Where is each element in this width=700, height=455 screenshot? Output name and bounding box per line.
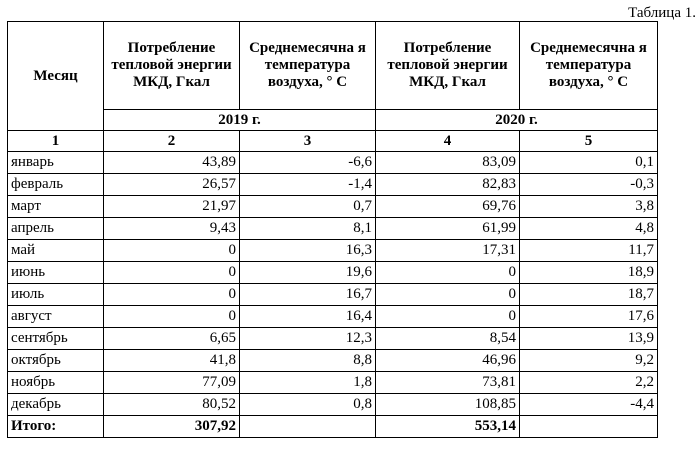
consumption-2019-cell: 6,65 <box>104 328 240 350</box>
month-cell: ноябрь <box>8 372 104 394</box>
month-cell: апрель <box>8 218 104 240</box>
temperature-2019-cell: 16,3 <box>240 240 376 262</box>
table-row <box>8 306 658 328</box>
header-year-2019: 2019 г. <box>104 110 376 131</box>
consumption-2019-cell: 9,43 <box>104 218 240 240</box>
header-consumption-2020: Потребление тепловой энергии МКД, Гкал <box>376 22 520 110</box>
month-cell: декабрь <box>8 394 104 416</box>
table-row <box>8 218 658 240</box>
temperature-2020-cell: 0,1 <box>520 152 658 174</box>
table-row <box>8 372 658 394</box>
temperature-2019-cell: -1,4 <box>240 174 376 196</box>
temperature-2019-cell: 0,8 <box>240 394 376 416</box>
consumption-2019-cell: 0 <box>104 240 240 262</box>
temperature-2019-cell: 16,4 <box>240 306 376 328</box>
temperature-2020-cell: 13,9 <box>520 328 658 350</box>
total-label: Итого: <box>8 416 104 438</box>
temperature-2019-cell: 19,6 <box>240 262 376 284</box>
header-temperature-2020: Среднемесячна я температура воздуха, ° С <box>520 22 658 110</box>
table-row <box>8 350 658 372</box>
consumption-2020-cell: 69,76 <box>376 196 520 218</box>
month-cell: февраль <box>8 174 104 196</box>
temperature-2019-cell: 16,7 <box>240 284 376 306</box>
temperature-2020-cell: 11,7 <box>520 240 658 262</box>
consumption-2020-cell: 73,81 <box>376 372 520 394</box>
total-consumption-2020: 553,14 <box>376 416 520 438</box>
consumption-2019-cell: 41,8 <box>104 350 240 372</box>
consumption-2019-cell: 77,09 <box>104 372 240 394</box>
temperature-2019-cell: 0,7 <box>240 196 376 218</box>
table-row <box>8 262 658 284</box>
consumption-2020-cell: 0 <box>376 284 520 306</box>
header-temperature-2019: Среднемесячна я температура воздуха, ° С <box>240 22 376 110</box>
table-row <box>8 284 658 306</box>
consumption-2020-cell: 17,31 <box>376 240 520 262</box>
table-row <box>8 196 658 218</box>
col-number-4: 4 <box>376 131 520 152</box>
total-temperature-2019 <box>240 416 376 438</box>
consumption-2019-cell: 80,52 <box>104 394 240 416</box>
total-row <box>8 416 658 438</box>
consumption-2020-cell: 61,99 <box>376 218 520 240</box>
table-row <box>8 394 658 416</box>
table-row <box>8 152 658 174</box>
temperature-2019-cell: 12,3 <box>240 328 376 350</box>
consumption-2020-cell: 83,09 <box>376 152 520 174</box>
consumption-2020-cell: 0 <box>376 262 520 284</box>
consumption-2020-cell: 108,85 <box>376 394 520 416</box>
temperature-2020-cell: 17,6 <box>520 306 658 328</box>
month-cell: сентябрь <box>8 328 104 350</box>
temperature-2019-cell: 1,8 <box>240 372 376 394</box>
header-month: Месяц <box>8 22 104 131</box>
consumption-2020-cell: 8,54 <box>376 328 520 350</box>
temperature-2019-cell: -6,6 <box>240 152 376 174</box>
temperature-2020-cell: 18,9 <box>520 262 658 284</box>
table-row <box>8 328 658 350</box>
temperature-2020-cell: 2,2 <box>520 372 658 394</box>
consumption-2019-cell: 0 <box>104 262 240 284</box>
month-cell: август <box>8 306 104 328</box>
consumption-2020-cell: 82,83 <box>376 174 520 196</box>
consumption-2020-cell: 46,96 <box>376 350 520 372</box>
total-consumption-2019: 307,92 <box>104 416 240 438</box>
month-cell: январь <box>8 152 104 174</box>
col-number-2: 2 <box>104 131 240 152</box>
consumption-2019-cell: 21,97 <box>104 196 240 218</box>
table-row <box>8 174 658 196</box>
heat-consumption-table <box>7 21 658 438</box>
temperature-2020-cell: -0,3 <box>520 174 658 196</box>
col-number-1: 1 <box>8 131 104 152</box>
table-caption: Таблица 1. <box>628 5 696 21</box>
temperature-2020-cell: 18,7 <box>520 284 658 306</box>
month-cell: март <box>8 196 104 218</box>
month-cell: июнь <box>8 262 104 284</box>
header-year-2020: 2020 г. <box>376 110 658 131</box>
total-temperature-2020 <box>520 416 658 438</box>
temperature-2020-cell: 3,8 <box>520 196 658 218</box>
temperature-2020-cell: -4,4 <box>520 394 658 416</box>
temperature-2020-cell: 4,8 <box>520 218 658 240</box>
temperature-2019-cell: 8,8 <box>240 350 376 372</box>
table-row <box>8 240 658 262</box>
consumption-2019-cell: 43,89 <box>104 152 240 174</box>
col-number-5: 5 <box>520 131 658 152</box>
consumption-2019-cell: 26,57 <box>104 174 240 196</box>
month-cell: октябрь <box>8 350 104 372</box>
month-cell: май <box>8 240 104 262</box>
temperature-2019-cell: 8,1 <box>240 218 376 240</box>
col-number-3: 3 <box>240 131 376 152</box>
consumption-2019-cell: 0 <box>104 284 240 306</box>
header-consumption-2019: Потребление тепловой энергии МКД, Гкал <box>104 22 240 110</box>
consumption-2019-cell: 0 <box>104 306 240 328</box>
month-cell: июль <box>8 284 104 306</box>
temperature-2020-cell: 9,2 <box>520 350 658 372</box>
consumption-2020-cell: 0 <box>376 306 520 328</box>
